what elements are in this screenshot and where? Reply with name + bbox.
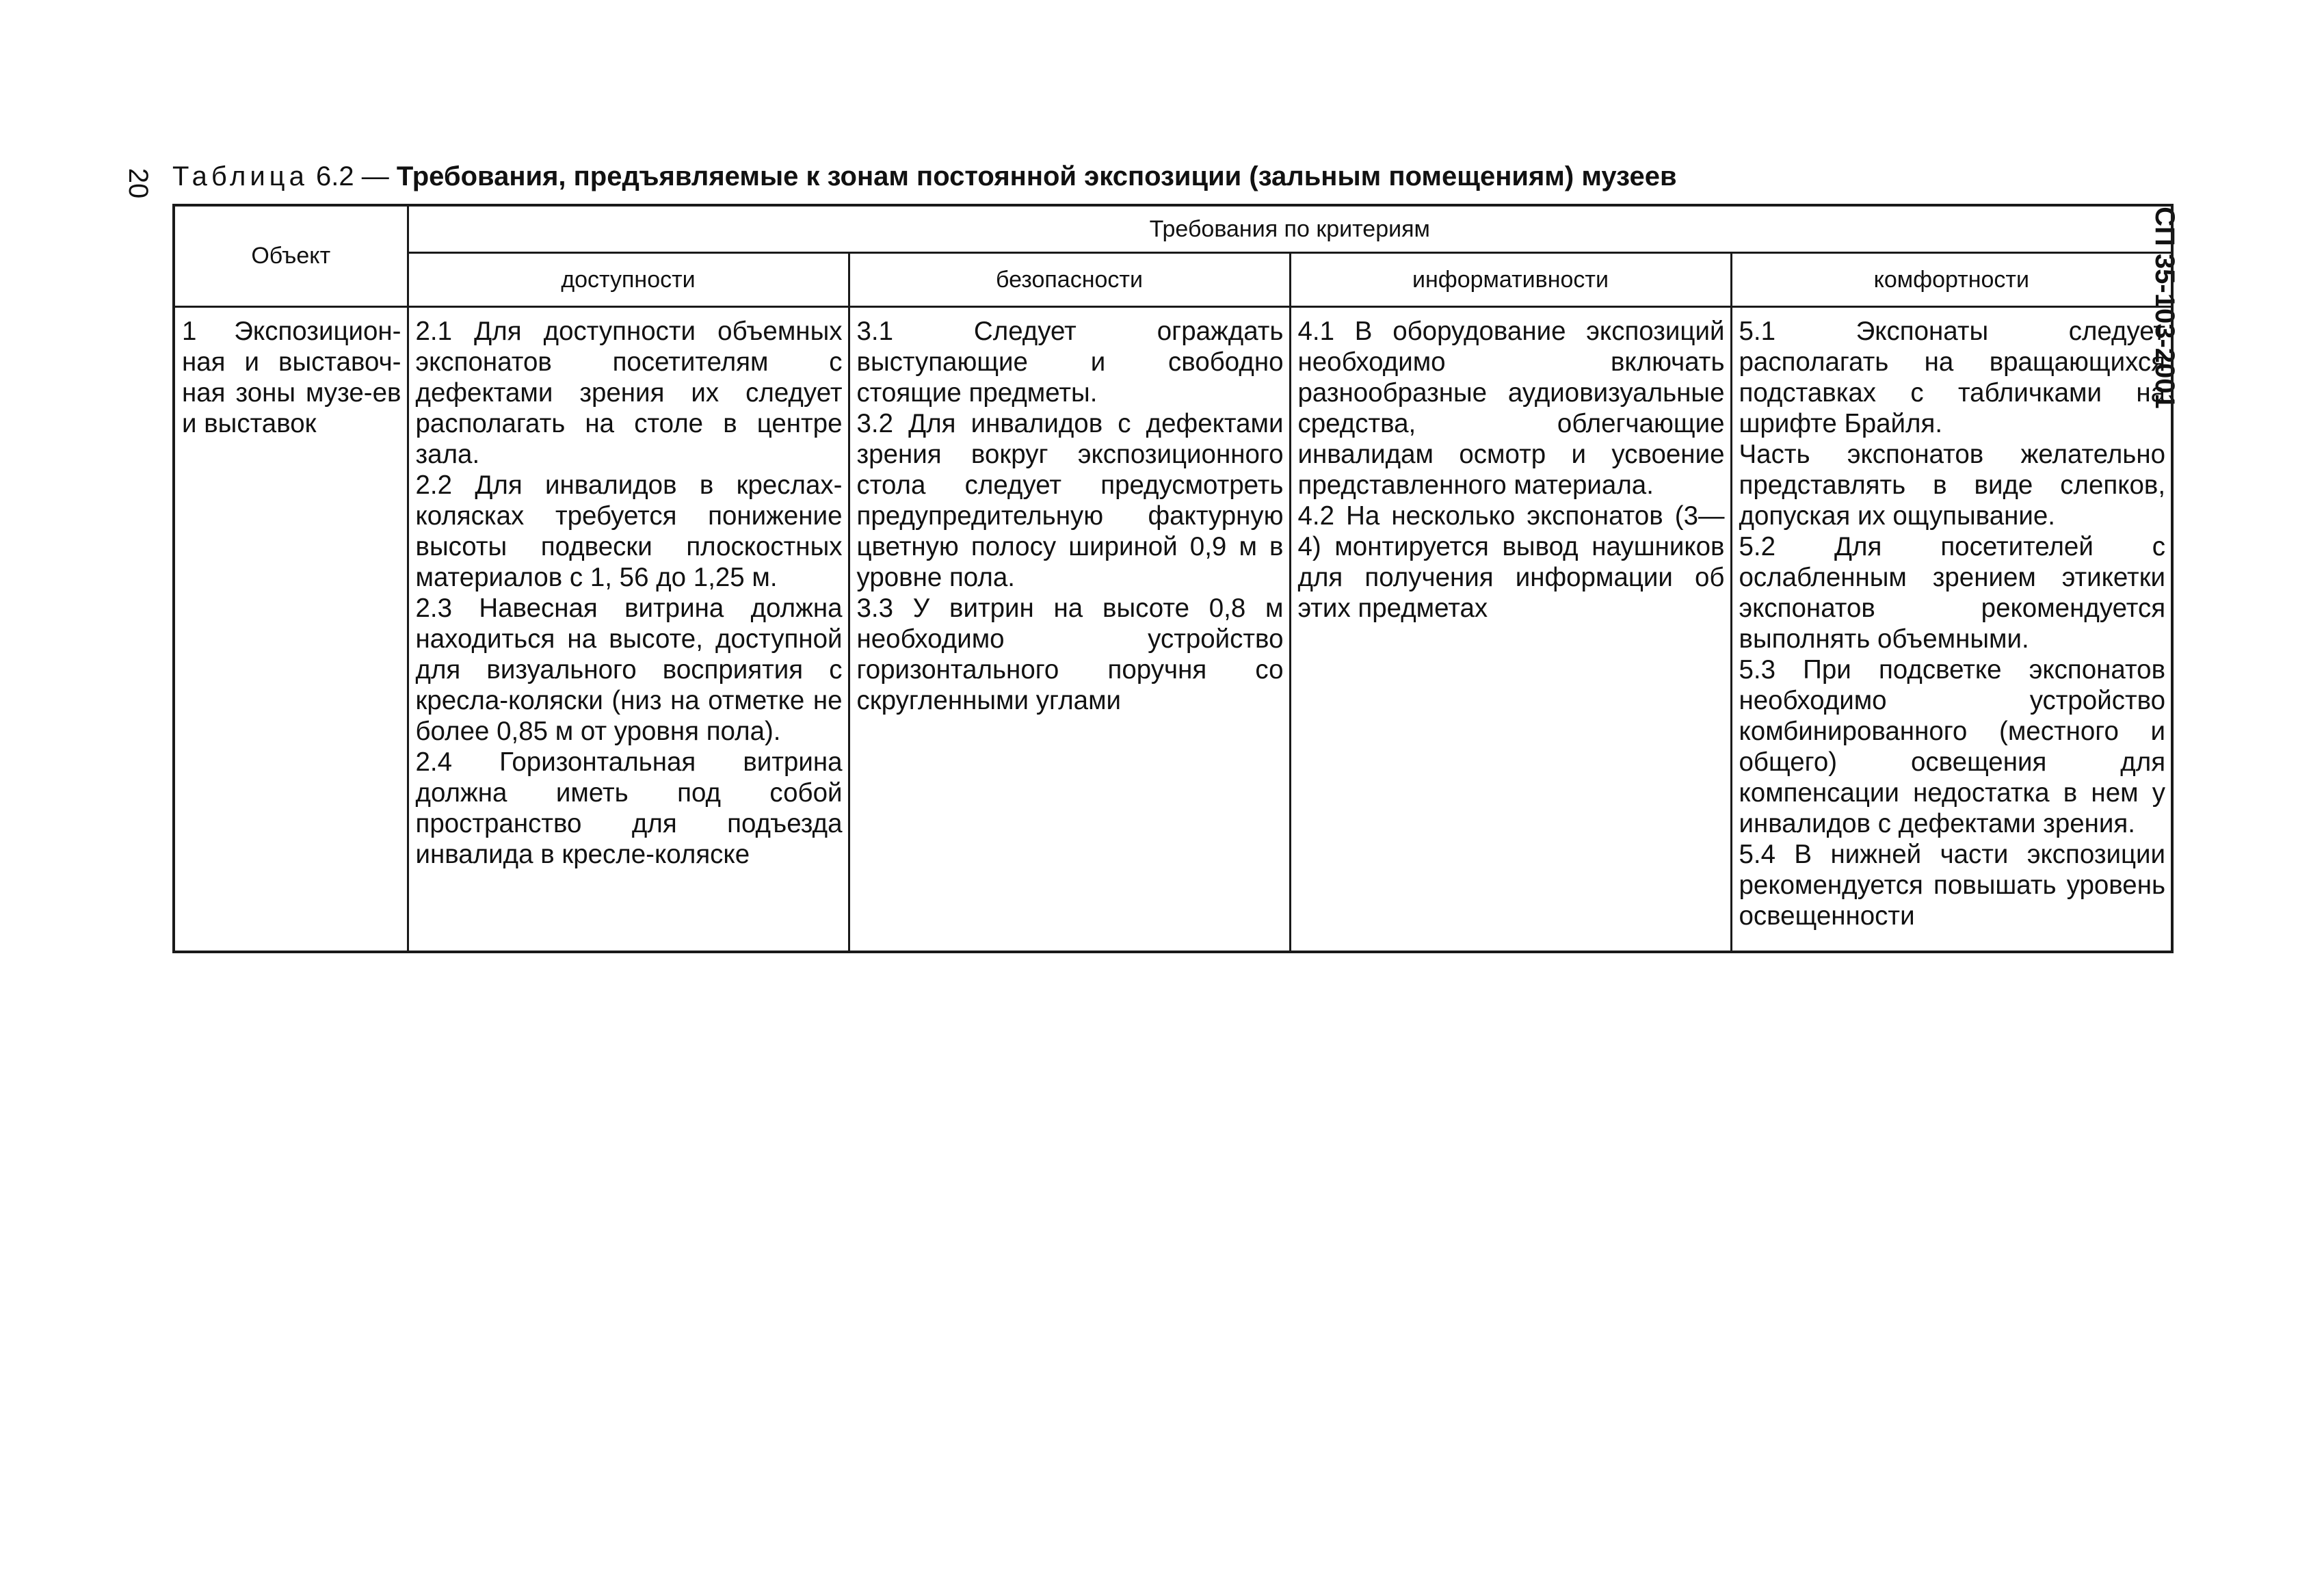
informativeness-cell <box>1290 307 1731 953</box>
caption-prefix: Таблица <box>172 161 308 191</box>
requirement-5-2: 5.2 Для посетителей с ослабленным зрением этикетки экспонатов рекомендуется выполнять объемными. <box>1739 532 2166 654</box>
requirement-4-1: 4.1 В оборудование экспозиций необходимо включать разнообразные аудиовизуальные средства, облегчающие инвалидам осмотр и усвоение представленного материала. <box>1297 317 1725 500</box>
requirement-5-1: 5.1 Экспонаты следует располагать на вращающихся подставках с табличками на шрифте Брайля. <box>1739 317 2166 438</box>
object-name: 1 Экспозицион-ная и выставоч-ная зоны музе-ев и выставок <box>182 317 401 438</box>
requirement-3-3: 3.3 У витрин на высоте 0,8 м необходимо устройство горизонтального поручня со скругленными углами <box>856 594 1284 715</box>
header-safety: безопасности <box>849 253 1290 307</box>
accessibility-cell <box>408 307 849 953</box>
header-requirements-group: Требования по критериям <box>408 205 2172 253</box>
requirement-5-4: 5.4 В нижней части экспозиции рекомендуется повышать уровень освещенности <box>1739 840 2166 931</box>
caption-number: 6.2 — <box>315 161 389 191</box>
requirement-3-2: 3.2 Для инвалидов с дефектами зрения вокруг экспозиционного стола следует предусмотреть предупредительную фактурную цветную полосу шириной 0,9 м в уровне пола. <box>856 409 1284 592</box>
requirement-3-1: 3.1 Следует ограждать выступающие и свободно стоящие предметы. <box>856 317 1284 408</box>
page-number: 20 <box>123 168 153 199</box>
requirements-table <box>172 204 2174 953</box>
header-comfort: комфортности <box>1731 253 2172 307</box>
caption-title: Требования, предъявляемые к зонам постоянной экспозиции (зальным помещениям) музеев <box>396 161 1677 191</box>
safety-cell <box>849 307 1290 953</box>
table-caption <box>172 159 2156 194</box>
document-code: СП 35-103-2001 <box>2150 207 2180 409</box>
comfort-cell <box>1731 307 2172 953</box>
requirement-2-3: 2.3 Навесная витрина должна находиться на высоте, доступной для визуального восприятия с кресла-коляски (низ на отметке не более 0,85 м от уровня пола). <box>415 594 843 746</box>
requirement-5-3: 5.3 При подсветке экспонатов необходимо устройство комбинированного (местного и общего) освещения для компенсации недостатка в нем у инвалидов с дефектами зрения. <box>1739 655 2166 838</box>
object-cell <box>174 307 408 953</box>
requirement-2-2: 2.2 Для инвалидов в креслах-колясках требуется понижение высоты подвески плоскостных материалов с 1, 56 до 1,25 м. <box>415 470 843 592</box>
requirement-2-4: 2.4 Горизонтальная витрина должна иметь под собой пространство для подъезда инвалида в кресле-коляске <box>415 747 843 869</box>
header-object: Объект <box>174 205 408 307</box>
requirement-4-2: 4.2 На несколько экспонатов (3—4) монтируется вывод наушников для получения информации об этих предметах <box>1297 501 1725 623</box>
requirement-2-1: 2.1 Для доступности объемных экспонатов посетителям с дефектами зрения их следует располагать на столе в центре зала. <box>415 317 843 469</box>
table-row <box>174 307 2172 953</box>
requirement-5-1-note: Часть экспонатов желательно представлять в виде слепков, допуская их ощупывание. <box>1739 440 2166 531</box>
header-accessibility: доступности <box>408 253 849 307</box>
header-informativeness: информативности <box>1290 253 1731 307</box>
